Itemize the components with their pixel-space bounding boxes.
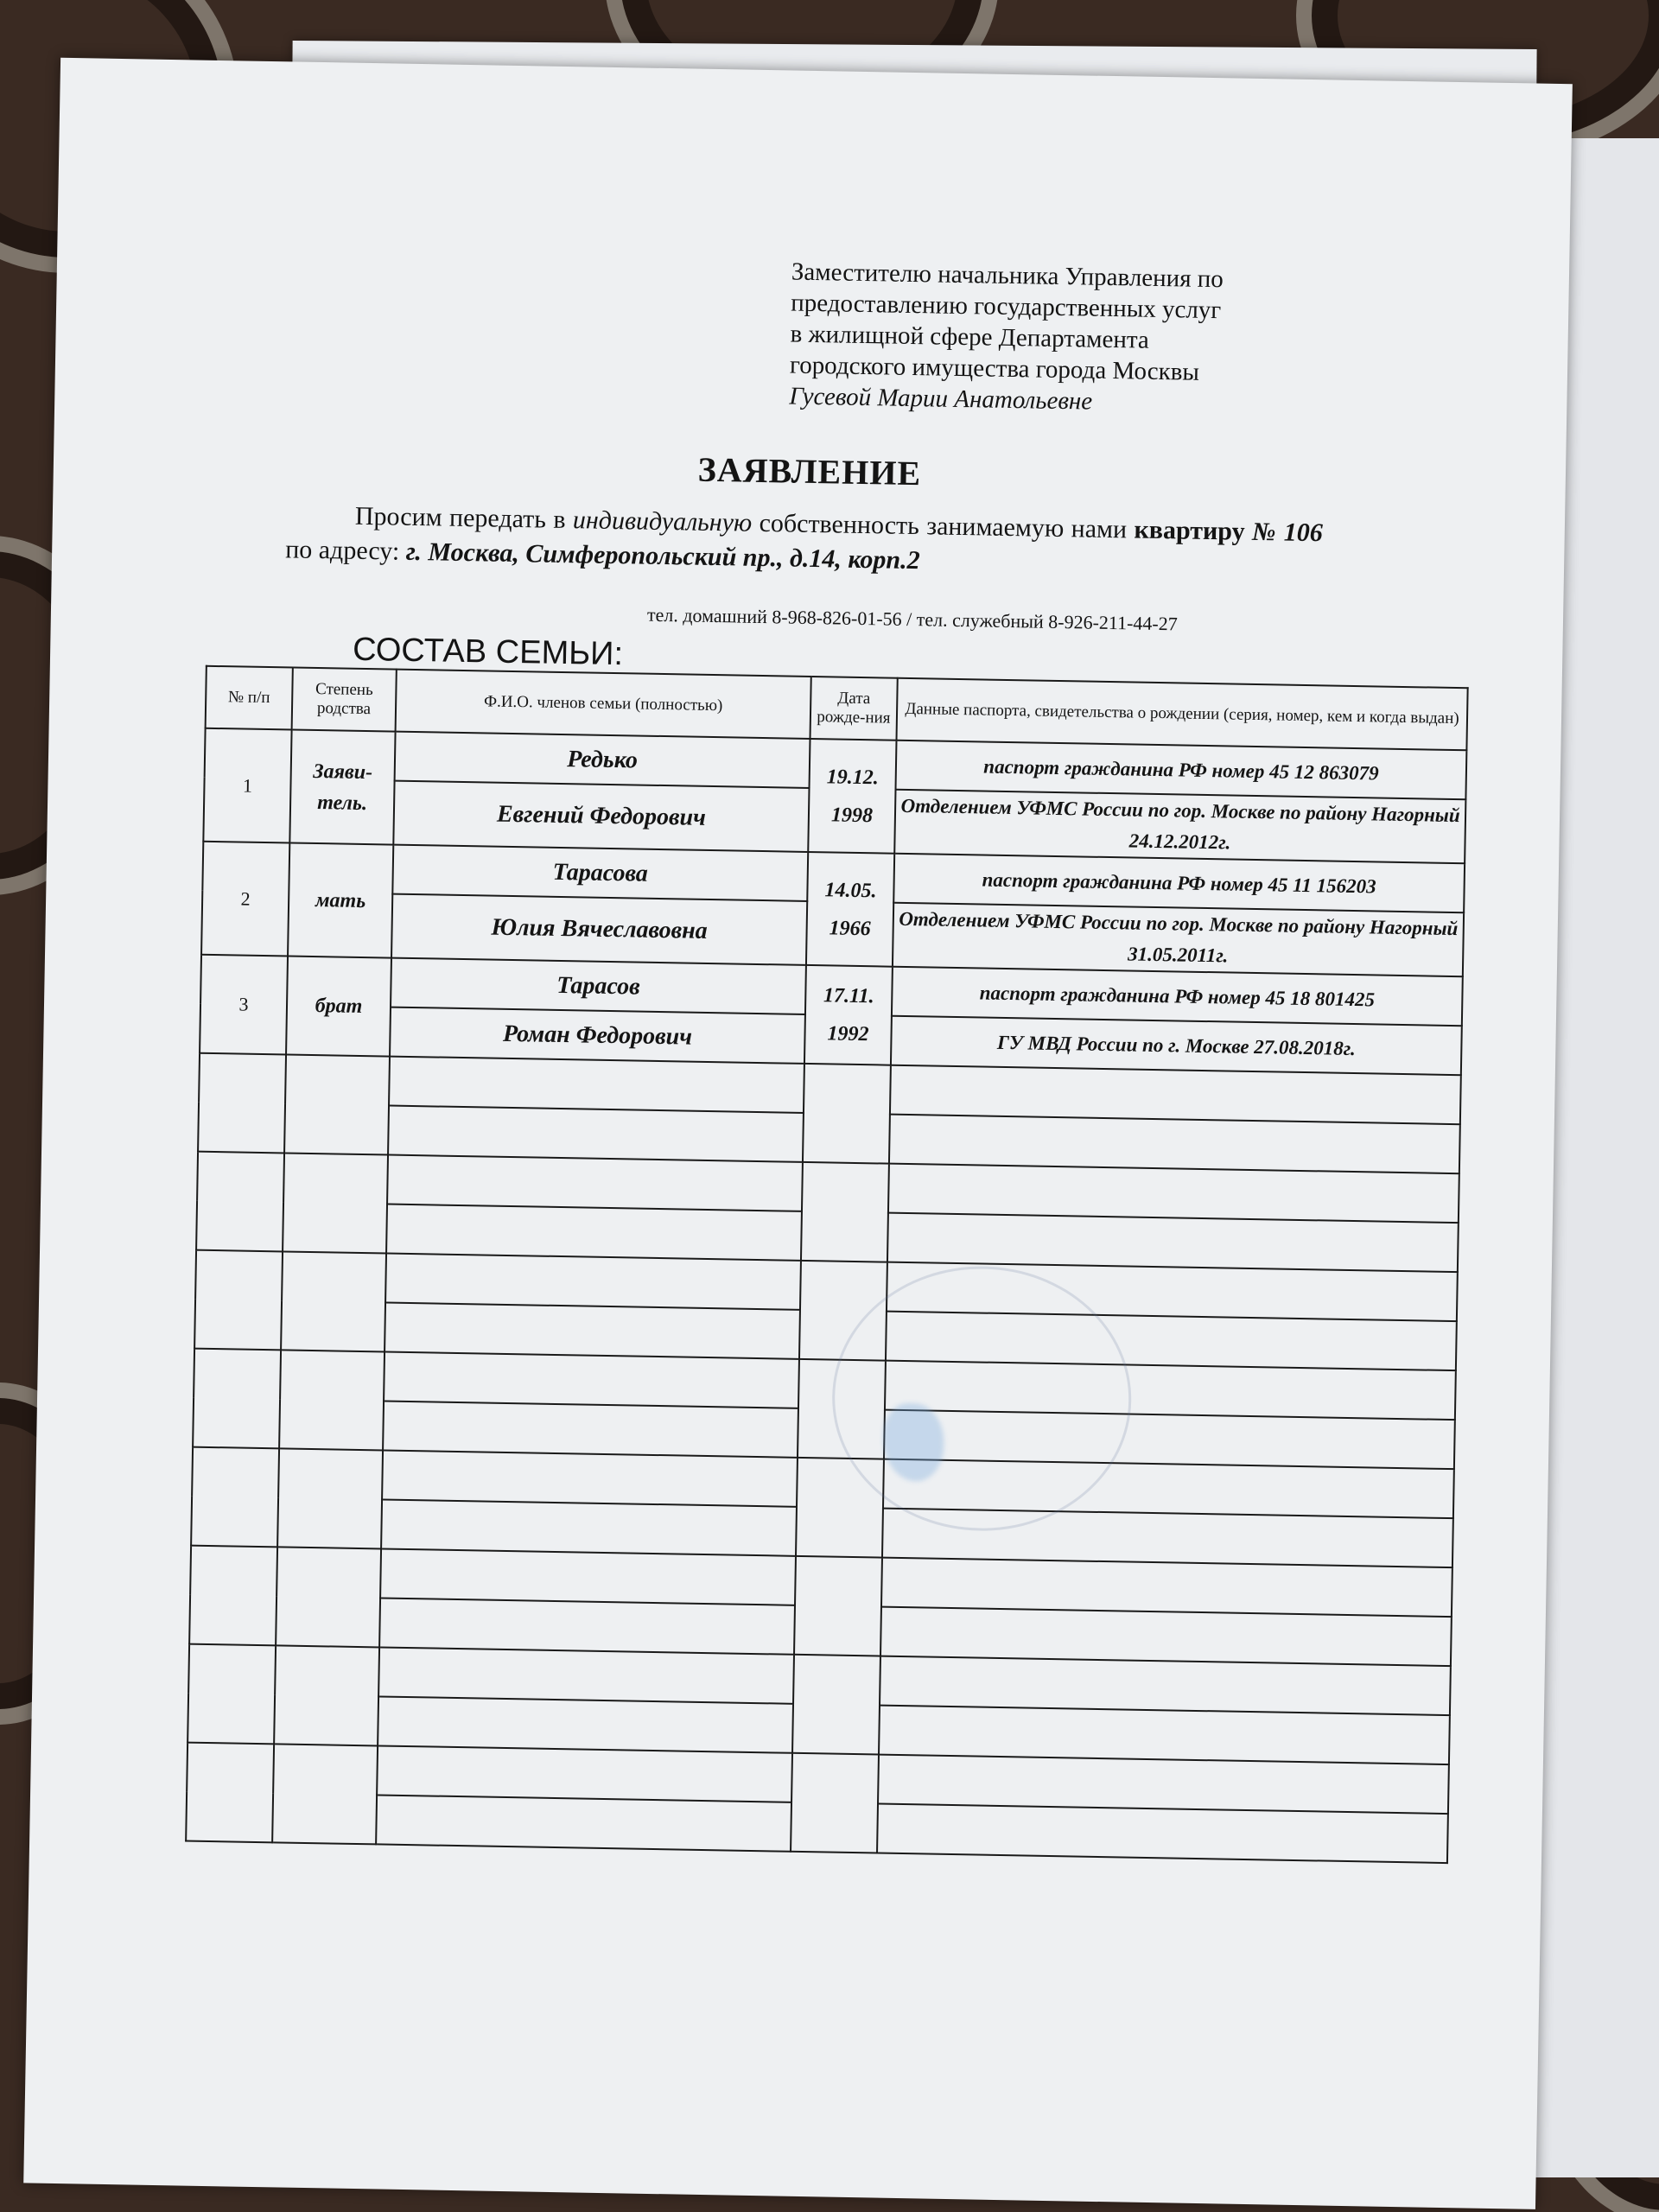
birthdate-day-month: 17.11. <box>823 984 874 1008</box>
empty-cell <box>388 1106 804 1162</box>
empty-cell <box>196 1152 284 1252</box>
addressee-name: Гусевой Марии Анатольевне <box>789 382 1093 416</box>
family-heading: СОСТАВ СЕМЬИ: <box>352 631 624 673</box>
row-number: 2 <box>201 842 289 957</box>
addressee-line: Заместителю начальника Управления по <box>791 257 1224 294</box>
empty-cell <box>384 1352 799 1408</box>
empty-cell <box>279 1350 385 1450</box>
empty-cell <box>378 1647 794 1703</box>
row-surname: Тарасова <box>392 845 808 901</box>
header-passport: Данные паспорта, свидетельства о рождении (серия, номер, кем и когда выдан) <box>896 678 1467 751</box>
birthdate-day-month: 14.05. <box>824 878 877 902</box>
empty-cell <box>794 1556 882 1656</box>
row-relation: Заяви-тель. <box>289 730 395 845</box>
empty-cell <box>198 1053 286 1154</box>
empty-cell <box>281 1251 386 1351</box>
empty-cell <box>376 1795 791 1851</box>
empty-cell <box>382 1450 798 1506</box>
empty-cell <box>389 1057 804 1113</box>
row-passport-issuer: Отделением УФМС России по гор. Москве по району Нагорный 24.12.2012г. <box>894 790 1465 864</box>
addressee-line: в жилищной сфере Департамента <box>790 320 1150 354</box>
empty-cell <box>193 1349 281 1449</box>
empty-cell <box>387 1155 803 1211</box>
empty-cell <box>791 1753 879 1853</box>
empty-cell <box>385 1254 801 1310</box>
row-passport-number: паспорт гражданина РФ номер 45 11 156203 <box>893 854 1465 913</box>
empty-cell <box>277 1448 383 1548</box>
row-passport-issuer: Отделением УФМС России по гор. Москве по району Нагорный 31.05.2011г. <box>893 903 1464 977</box>
addressee-line: городского имущества города Москвы <box>789 351 1200 386</box>
empty-cell <box>381 1499 797 1555</box>
request-text-italic: индивидуальную <box>572 505 753 537</box>
empty-cell <box>274 1645 379 1745</box>
empty-cell <box>385 1303 800 1359</box>
phone-numbers: тел. домашний 8-968-826-01-56 / тел. служебный 8-926-211-44-27 <box>646 603 1178 635</box>
empty-cell <box>803 1064 891 1164</box>
request-paragraph <box>285 498 1323 585</box>
header-relation: Степень родства <box>292 668 397 732</box>
addressee-block <box>789 257 1327 422</box>
apartment-number: № 106 <box>1251 517 1324 548</box>
empty-cell <box>378 1696 793 1752</box>
row-number: 1 <box>203 728 291 843</box>
row-relation: мать <box>288 842 393 957</box>
request-text: по адресу: <box>284 535 400 566</box>
empty-cell <box>276 1547 381 1647</box>
birthdate-year: 1998 <box>830 803 874 827</box>
empty-cell <box>272 1744 378 1844</box>
document-title: ЗАЯВЛЕНИЕ <box>697 449 922 493</box>
row-given-names: Юлия Вячеславовна <box>391 894 807 965</box>
empty-cell <box>792 1655 880 1755</box>
empty-cell <box>188 1644 276 1745</box>
empty-cell <box>189 1546 277 1646</box>
row-passport-number: паспорт гражданина РФ номер 45 18 801425 <box>892 967 1463 1027</box>
request-text: собственность занимаемую нами <box>759 508 1128 544</box>
row-number: 3 <box>200 955 288 1055</box>
empty-cell <box>194 1250 283 1351</box>
empty-cell <box>284 1054 390 1154</box>
empty-cell <box>283 1153 388 1253</box>
row-birthdate <box>804 965 893 1065</box>
row-birthdate <box>806 852 894 967</box>
request-text: Просим передать в <box>354 501 566 535</box>
header-number: № п/п <box>206 666 293 730</box>
row-given-names: Евгений Федорович <box>393 781 809 852</box>
header-birthdate: Дата рожде-ния <box>810 677 898 741</box>
application-document <box>23 58 1573 2209</box>
family-table <box>185 665 1469 1864</box>
row-passport-issuer: ГУ МВД России по г. Москве 27.08.2018г. <box>891 1016 1462 1076</box>
header-fio: Ф.И.О. членов семьи (полностью) <box>396 670 811 739</box>
request-text-bold: квартиру <box>1134 515 1245 546</box>
empty-cell <box>386 1205 802 1261</box>
row-surname: Редько <box>395 732 810 788</box>
addressee-line: предоставлению государственных услуг <box>791 289 1222 325</box>
empty-cell <box>186 1743 274 1843</box>
row-surname: Тарасов <box>391 958 806 1014</box>
empty-cell <box>191 1447 279 1548</box>
empty-cell <box>380 1548 796 1605</box>
apartment-address: г. Москва, Симферопольский пр., д.14, корп.2 <box>405 537 920 575</box>
empty-cell <box>801 1162 889 1262</box>
empty-cell <box>377 1745 792 1802</box>
empty-cell <box>379 1598 795 1654</box>
row-relation: брат <box>286 956 391 1056</box>
row-passport-number: паспорт гражданина РФ номер 45 12 863079 <box>895 741 1466 800</box>
birthdate-year: 1992 <box>827 1022 869 1046</box>
empty-cell <box>877 1804 1448 1864</box>
row-birthdate <box>808 739 896 854</box>
empty-cell <box>383 1401 798 1457</box>
birthdate-year: 1966 <box>829 916 871 940</box>
birthdate-day-month: 19.12. <box>826 765 879 789</box>
row-given-names: Роман Федорович <box>390 1007 805 1064</box>
